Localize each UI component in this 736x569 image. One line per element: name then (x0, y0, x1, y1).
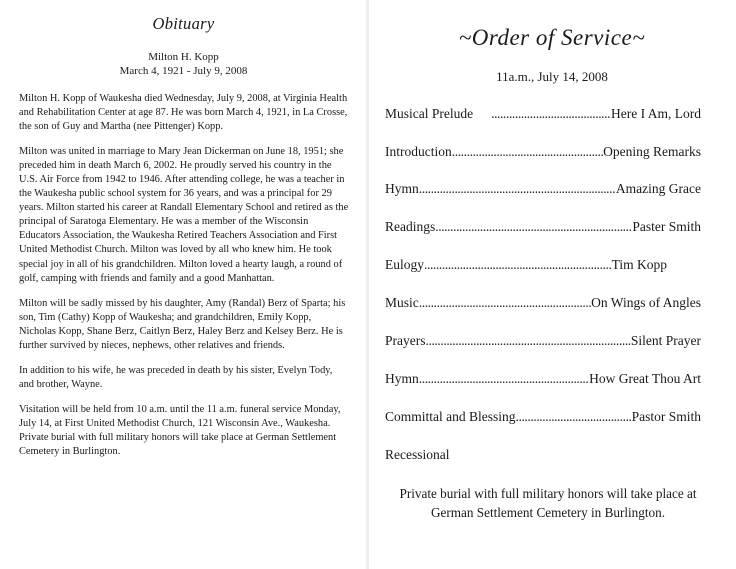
dot-leader (419, 371, 589, 387)
service-item (385, 257, 667, 273)
service-item-value: On Wings of Angles (591, 295, 701, 310)
order-of-service-page (368, 0, 736, 569)
service-item (385, 371, 701, 387)
service-item-value: Silent Prayer (630, 333, 701, 348)
order-of-service-heading: ~Order of Service~ (458, 25, 646, 50)
service-item (385, 447, 701, 463)
service-item (385, 144, 701, 160)
service-item-label: Hymn (385, 371, 419, 386)
obituary-paragraph: Milton H. Kopp of Waukesha died Wednesday, July 9, 2008, at Virginia Health and Rehabilitation Center at age 87. He was born March 4, 1921, in La Crosse, the son of Guy and Martha (nee Pittenger) Kopp. (19, 93, 348, 133)
deceased-name: Milton H. Kopp (148, 51, 219, 63)
obituary-paragraph: In addition to his wife, he was preceded in death by his sister, Evelyn Tody, and brother, Wayne. (19, 364, 333, 390)
dot-leader (435, 219, 632, 235)
service-date: 11a.m., July 14, 2008 (496, 69, 608, 84)
service-item-value: Amazing Grace (615, 181, 701, 196)
service-item-label: Introduction (385, 144, 452, 159)
service-item-label: Eulogy (385, 257, 424, 272)
service-item-label: Music (385, 295, 419, 310)
life-dates: March 4, 1921 - July 9, 2008 (119, 65, 248, 77)
service-item (385, 295, 701, 311)
service-item-value: Here I Am, Lord (611, 106, 701, 121)
obituary-body (19, 92, 349, 470)
service-item (385, 333, 701, 349)
service-item-label: Prayers (385, 333, 426, 348)
service-item-label: Recessional (385, 447, 450, 462)
dot-leader (426, 333, 631, 349)
service-item-value: How Great Thou Art (589, 371, 701, 386)
obituary-name-block (0, 50, 367, 78)
dot-leader (424, 257, 612, 273)
service-item-value: Pastor Smith (631, 409, 701, 424)
dot-leader (419, 181, 616, 197)
obituary-heading: Obituary (152, 14, 215, 33)
dot-leader (491, 106, 611, 122)
obituary-paragraph: Milton was united in marriage to Mary Jean Dickerman on June 18, 1951; she preceded him in death March 6, 2002. He proudly served his country in the U.S. Air Force from 1942 to 1946. After attending college, he was a teacher in the Waukesha public school system for 36 years, and was a principal for 29 years. Milton started his career at Randall Elementary School and retired as the principal of Saratoga Elementary. He was a member of the Wisconsin Educators Association, the Waukesha Retired Teachers Association and First United Methodist Church. Milton was loved by all who knew him. He took special joy in all of his grandchildren. Milton loved a hearty laugh, a round of golf, camping with friends and family and a good Manhattan. (19, 146, 349, 284)
dot-leader (452, 144, 603, 160)
service-item (385, 409, 701, 425)
burial-note: Private burial with full military honors will take place at German Settlement Cemetery in Burlington. (399, 486, 697, 520)
service-item-value: Opening Remarks (603, 144, 701, 159)
dot-leader (516, 409, 632, 425)
service-item-value: Tim Kopp (611, 257, 667, 272)
service-item-value: Paster Smith (632, 219, 701, 234)
page-fold (366, 0, 369, 569)
service-item (385, 106, 701, 122)
obituary-paragraph: Visitation will be held from 10 a.m. until the 11 a.m. funeral service Monday, July 14, at First United Methodist Church, 121 Wisconsin Ave., Waukesha. Private burial with full military honors will take place at German Settlement Cemetery in Burlington. (19, 403, 341, 458)
service-item (385, 219, 701, 235)
dot-leader (419, 295, 591, 311)
service-item-label: Musical Prelude (385, 106, 474, 121)
service-item-label: Committal and Blessing (385, 409, 516, 424)
service-item-label: Hymn (385, 181, 419, 196)
service-item (385, 181, 701, 197)
service-item-label: Readings (385, 219, 436, 234)
obituary-paragraph: Milton will be sadly missed by his daughter, Amy (Randal) Berz of Sparta; his son, Tim (Cathy) Kopp of Waukesha; and grandchildren, Emily Kopp, Nicholas Kopp, Shane Berz, Caitlyn Berz, Haley Berz and Kelsey Berz. He is further survived by nieces, nephews, other relatives and friends. (19, 297, 346, 351)
